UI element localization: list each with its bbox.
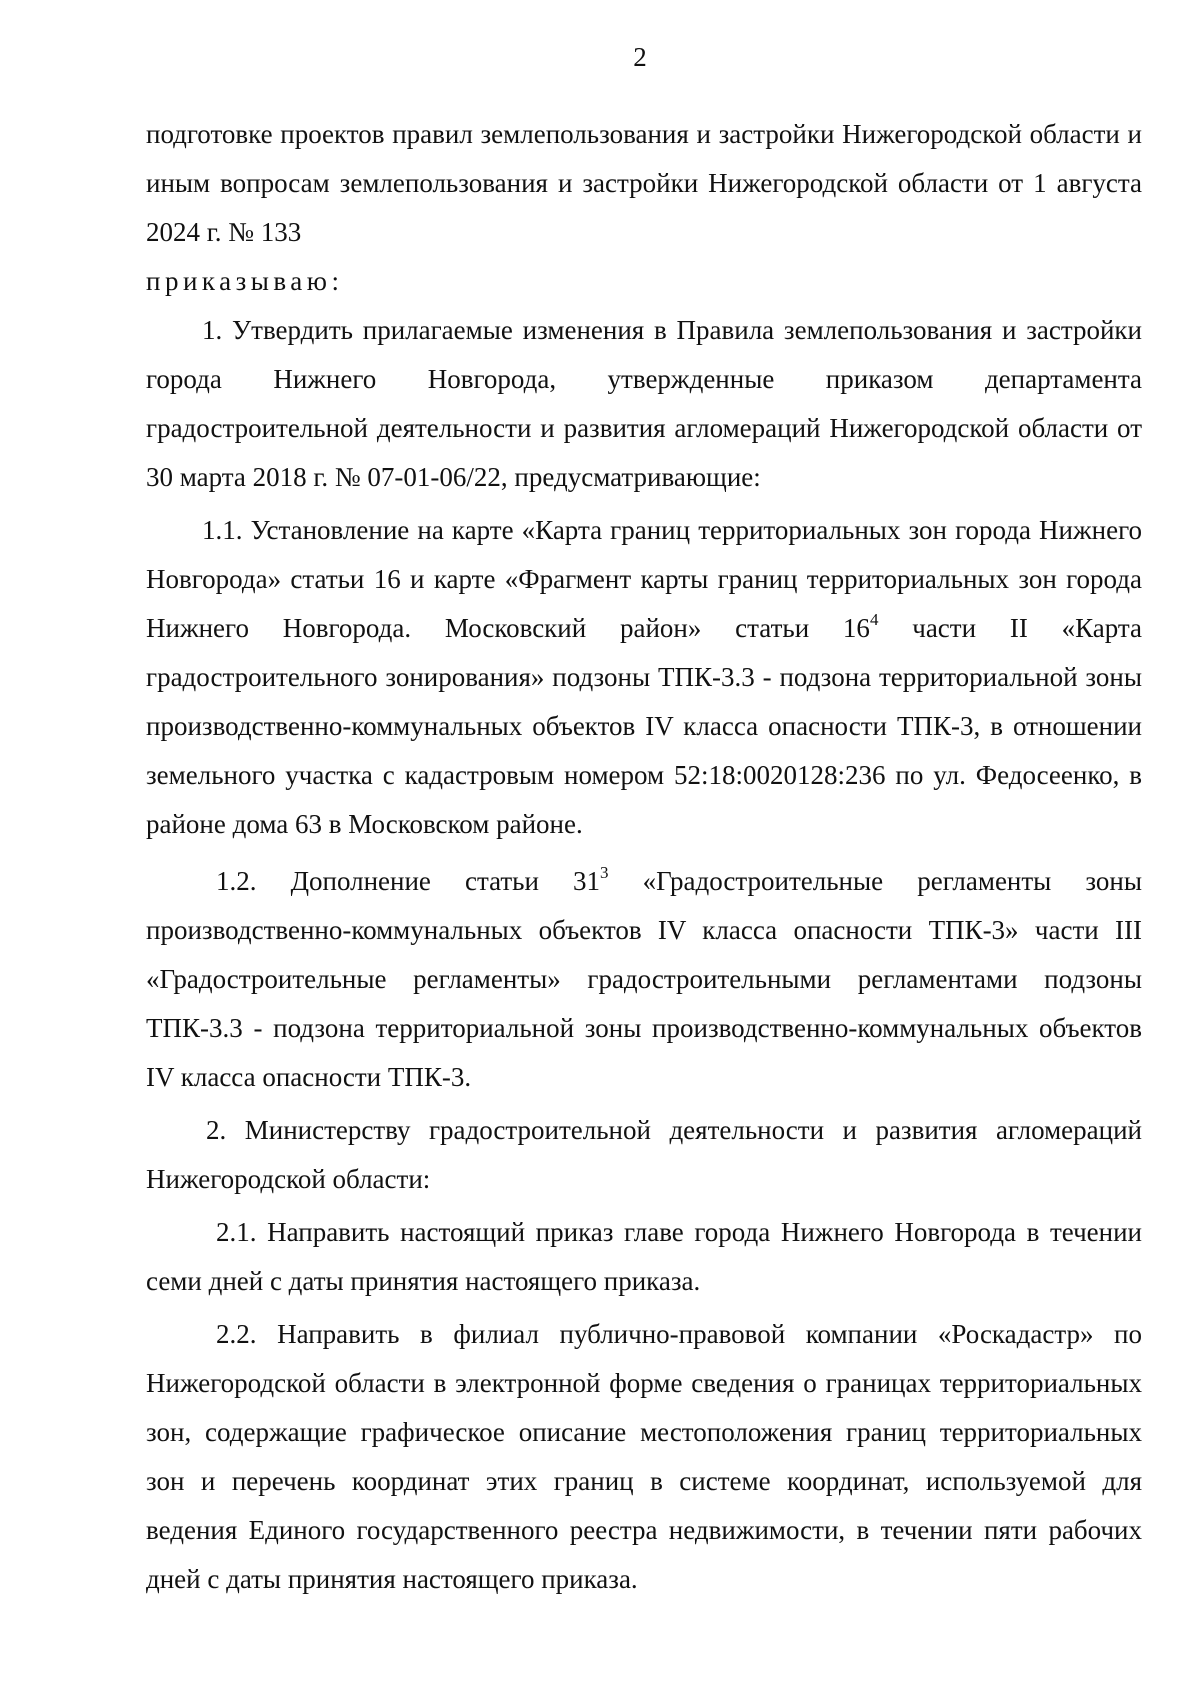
paragraph-intro: подготовке проектов правил землепользования и застройки Нижегородской области и иным вопросам землепользования и застройки Нижегородской области от 1 августа 2024 г. № 133 (146, 119, 1142, 247)
paragraph-item-1-1 (146, 506, 1142, 849)
item-1-1-text-a: 1.1. Установление на карте «Карта границ территориальных зон города Нижнего Новгорода» статьи 16 и карте «Фрагмент карты границ территориальных зон города Нижнего Новгорода. Московский район» статьи 16 (146, 515, 1142, 643)
paragraph-item-2: 2. Министерству градостроительной деятельности и развития агломераций Нижегородской области: (146, 1115, 1142, 1194)
paragraph-item-2-2: 2.2. Направить в филиал публично-правовой компании «Роскадастр» по Нижегородской области в электронной форме сведения о границах территориальных зон, содержащие графическое описание местоположения границ территориальных зон и перечень координат этих границ в системе координат, используемой для ведения Единого государственного реестра недвижимости, в течении пяти рабочих дней с даты принятия настоящего приказа. (146, 1319, 1142, 1594)
paragraph-item-1-2 (146, 857, 1142, 1102)
document-body (146, 110, 1142, 1604)
item-1-1-superscript: 4 (869, 610, 879, 629)
paragraph-item-1: 1. Утвердить прилагаемые изменения в Правила землепользования и застройки города Нижнего Новгорода, утвержденные приказом департамента градостроительной деятельности и развития агломераций Нижегородской области от 30 марта 2018 г. № 07-01-06/22, предусматривающие: (146, 315, 1142, 492)
paragraph-order-word: приказываю: (146, 266, 344, 296)
page-number: 2 (633, 42, 647, 72)
paragraph-item-2-1: 2.1. Направить настоящий приказ главе города Нижнего Новгорода в течении семи дней с даты принятия настоящего приказа. (146, 1217, 1142, 1296)
item-1-2-text-a: 1.2. Дополнение статьи 31 (216, 866, 601, 896)
item-1-1-text-b: части II «Карта градостроительного зонирования» подзоны ТПК-3.3 - подзона территориальной зоны производственно-коммунальных объектов IV класса опасности ТПК-3, в отношении земельного участка с кадастровым номером 52:18:0020128:236 по ул. Федосеенко, в районе дома 63 в Московском районе. (146, 613, 1142, 839)
item-1-2-text-b: «Градостроительные регламенты зоны производственно-коммунальных объектов IV класса опасности ТПК-3» части III «Градостроительные регламенты» градостроительными регламентами подзоны ТПК-3.3 - подзона территориальной зоны производственно-коммунальных объектов IV класса опасности ТПК-3. (146, 866, 1142, 1092)
item-1-2-superscript: 3 (600, 863, 609, 882)
